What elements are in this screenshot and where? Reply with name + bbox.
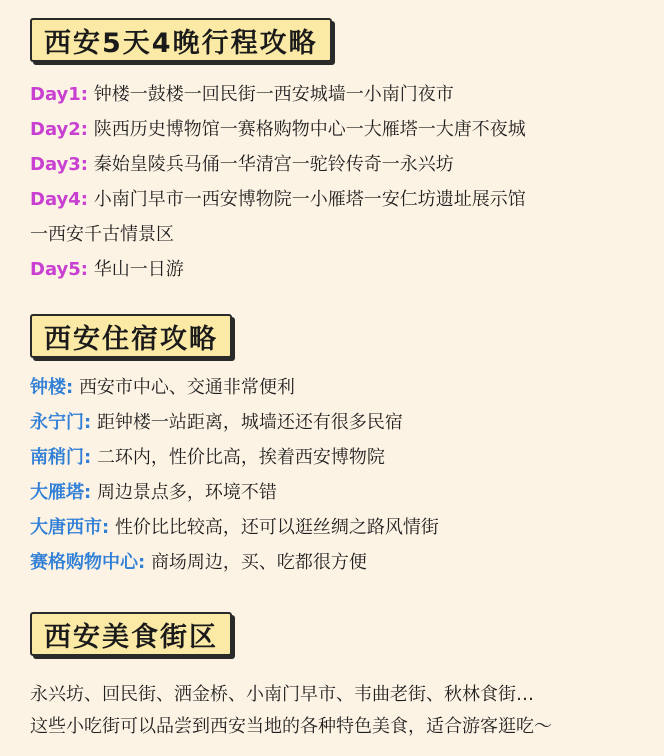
lodging-desc: 西安市中心、交通非常便利 <box>78 377 295 398</box>
lodging-desc: 周边景点多，环境不错 <box>96 482 277 503</box>
food-title: 西安美食街区 <box>30 612 232 656</box>
day-route: 钟楼一鼓楼一回民街一西安城墙一小南门夜市 <box>93 84 454 105</box>
day-separator: : <box>80 259 88 280</box>
food-description: 这些小吃街可以品尝到西安当地的各种特色美食，适合游客逛吃～ <box>30 716 552 737</box>
lodging-item-5 <box>30 516 644 540</box>
lodging-separator: : <box>102 517 110 538</box>
lodging-desc: 性价比比较高，还可以逛丝绸之路风情街 <box>114 517 439 538</box>
lodging-label: 永宁门 <box>30 412 84 433</box>
itinerary-day-4-continuation: 一西安千古情景区 <box>30 224 174 245</box>
lodging-item-6 <box>30 551 644 575</box>
lodging-item-1 <box>30 376 644 400</box>
lodging-label: 大雁塔 <box>30 482 84 503</box>
lodging-desc: 商场周边，买、吃都很方便 <box>150 552 367 573</box>
lodging-separator: : <box>138 552 146 573</box>
itinerary-title: 西安5天4晚行程攻略 <box>30 18 332 62</box>
itinerary-day-5 <box>30 258 644 282</box>
lodging-item-2 <box>30 411 644 435</box>
day-route: 陕西历史博物馆一赛格购物中心一大雁塔一大唐不夜城 <box>93 119 526 140</box>
itinerary-day-1 <box>30 83 644 107</box>
day-separator: : <box>80 84 88 105</box>
itinerary-day-4 <box>30 188 644 212</box>
day-label: Day5 <box>30 259 81 280</box>
lodging-separator: : <box>84 482 92 503</box>
lodging-item-4 <box>30 481 644 505</box>
lodging-item-3 <box>30 446 644 470</box>
day-label: Day3 <box>30 154 81 175</box>
itinerary-day-3 <box>30 153 644 177</box>
day-label: Day1 <box>30 84 81 105</box>
day-separator: : <box>80 119 88 140</box>
day-route: 华山一日游 <box>93 259 184 280</box>
day-label: Day4 <box>30 189 81 210</box>
day-label: Day2 <box>30 119 81 140</box>
lodging-label: 钟楼 <box>30 377 66 398</box>
itinerary-day-2 <box>30 118 644 142</box>
day-separator: : <box>80 189 88 210</box>
lodging-label: 南稍门 <box>30 447 84 468</box>
lodging-label: 大唐西市 <box>30 517 102 538</box>
lodging-desc: 距钟楼一站距离，城墙还还有很多民宿 <box>96 412 403 433</box>
lodging-separator: : <box>84 447 92 468</box>
lodging-separator: : <box>66 377 74 398</box>
lodging-label: 赛格购物中心 <box>30 552 138 573</box>
day-route: 秦始皇陵兵马俑一华清宫一驼铃传奇一永兴坊 <box>93 154 454 175</box>
lodging-desc: 二环内，性价比高，挨着西安博物院 <box>96 447 385 468</box>
lodging-separator: : <box>84 412 92 433</box>
day-separator: : <box>80 154 88 175</box>
lodging-title: 西安住宿攻略 <box>30 314 232 358</box>
day-route: 小南门早市一西安博物院一小雁塔一安仁坊遗址展示馆 <box>93 189 526 210</box>
food-streets-list: 永兴坊、回民街、洒金桥、小南门早市、韦曲老街、秋林食街… <box>30 684 534 705</box>
